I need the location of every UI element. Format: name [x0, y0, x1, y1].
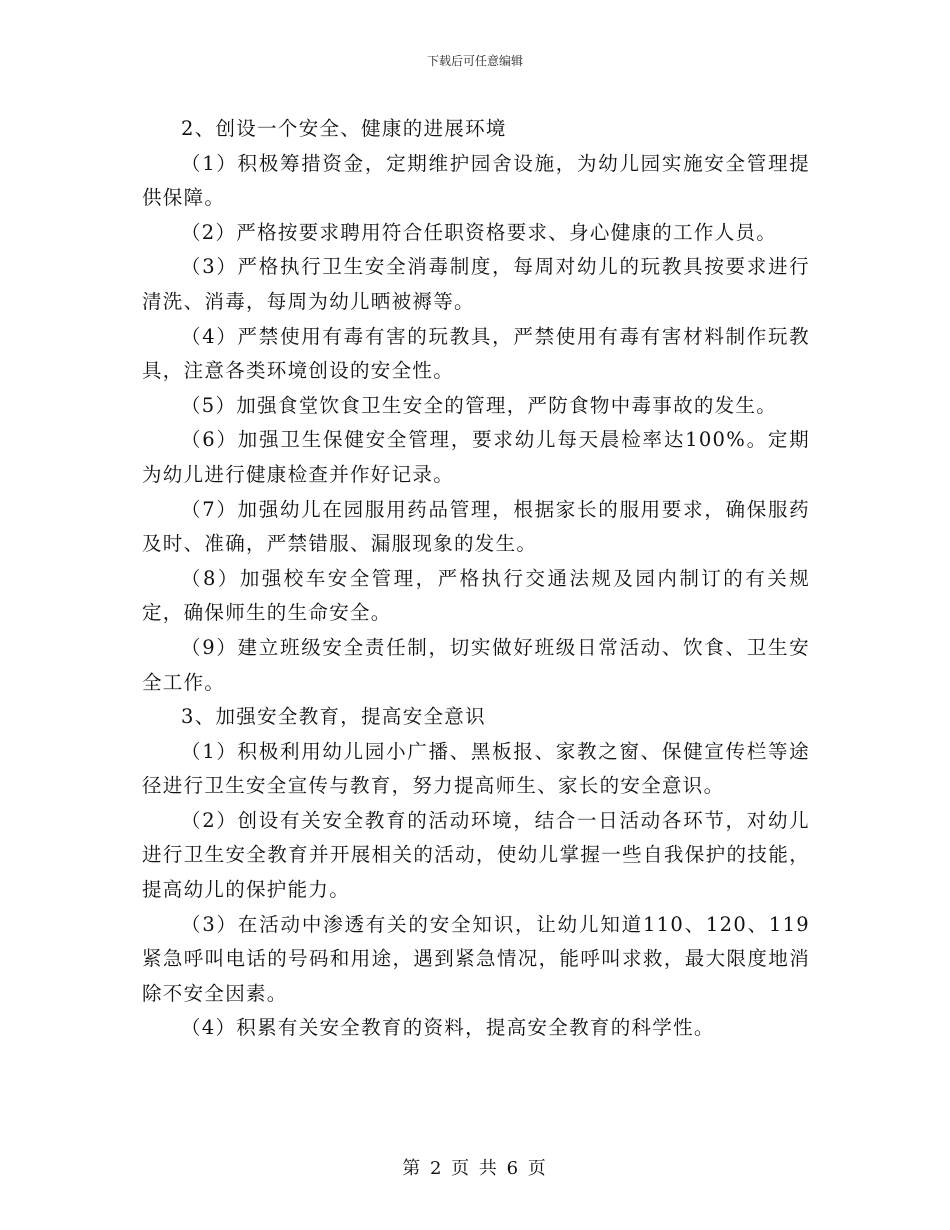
section-heading-2: 2、创设一个安全、健康的进展环境 [181, 117, 507, 140]
document-body [142, 112, 810, 1046]
page-number-footer: 第 2 页 共 6 页 [402, 1158, 548, 1179]
paragraph: （2）严格按要求聘用符合任职资格要求、身心健康的工作人员。 [181, 220, 778, 244]
paragraph: （4）积累有关安全教育的资料，提高安全教育的科学性。 [181, 1016, 715, 1040]
paragraph: （7）加强幼儿在园服用药品管理，根据家长的服用要求，确保服药及时、准确，严禁错服、漏服现象的发生。 [142, 497, 810, 556]
paragraph: （9）建立班级安全责任制，切实做好班级日常活动、饮食、卫生安全工作。 [142, 635, 810, 694]
paragraph: （4）严禁使用有毒有害的玩教具，严禁使用有毒有害材料制作玩教具，注意各类环境创设的安全性。 [142, 324, 810, 383]
paragraph: （1）积极利用幼儿园小广播、黑板报、家教之窗、保健宣传栏等途径进行卫生安全宣传与教育，努力提高师生、家长的安全意识。 [142, 739, 810, 798]
paragraph: （1）积极筹措资金，定期维护园舍设施，为幼儿园实施安全管理提供保障。 [142, 151, 810, 210]
page-header: 下载后可任意编辑 [426, 54, 523, 68]
paragraph: （8）加强校车安全管理，严格执行交通法规及园内制订的有关规定，确保师生的生命安全。 [142, 566, 810, 625]
paragraph: （3）在活动中渗透有关的安全知识，让幼儿知道110、120、119紧急呼叫电话的号码和用途，遇到紧急情况，能呼叫求救，最大限度地消除不安全因素。 [142, 912, 810, 1005]
paragraph: （5）加强食堂饮食卫生安全的管理，严防食物中毒事故的发生。 [181, 393, 778, 417]
section-heading-3: 3、加强安全教育，提高安全意识 [181, 705, 486, 729]
paragraph: （3）严格执行卫生安全消毒制度，每周对幼儿的玩教具按要求进行清洗、消毒，每周为幼儿晒被褥等。 [142, 255, 810, 313]
paragraph: （6）加强卫生保健安全管理，要求幼儿每天晨检率达100%。定期为幼儿进行健康检查并作好记录。 [142, 428, 810, 486]
paragraph: （2）创设有关安全教育的活动环境，结合一日活动各环节，对幼儿进行卫生安全教育并开展相关的活动，使幼儿掌握一些自我保护的技能，提高幼儿的保护能力。 [142, 808, 810, 902]
